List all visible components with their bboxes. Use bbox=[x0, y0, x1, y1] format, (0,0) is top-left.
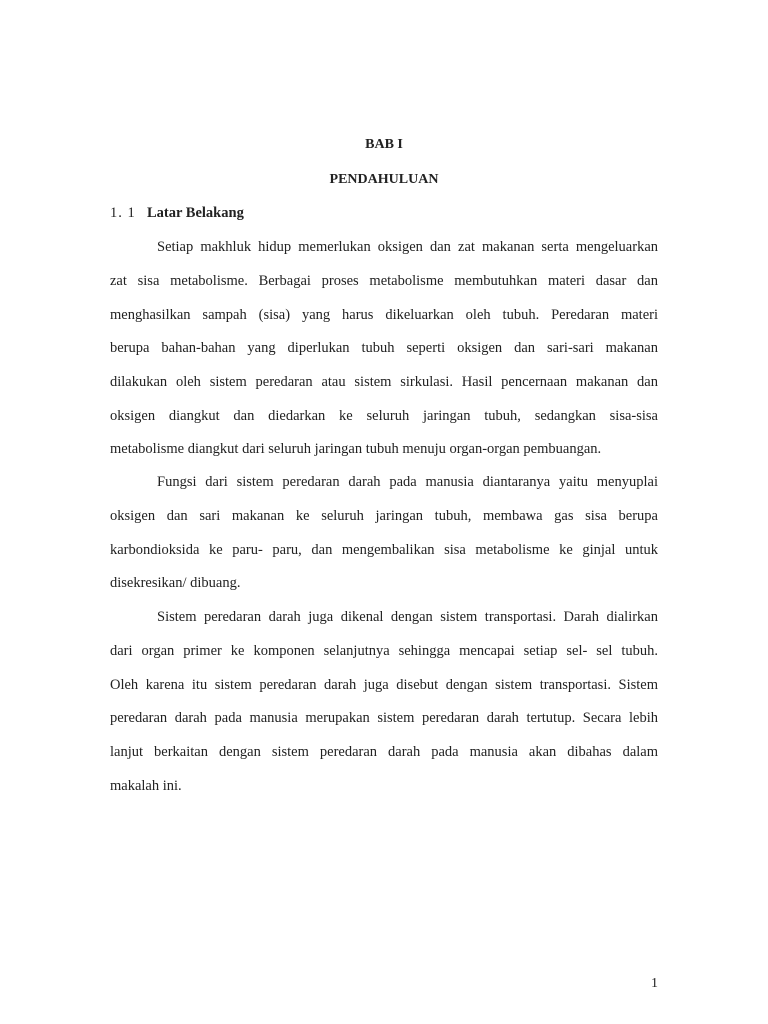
chapter-heading: BAB I bbox=[365, 137, 403, 152]
text-line: oksigen dan sari makanan ke seluruh jaringan tubuh, membawa gas sisa berupa bbox=[110, 508, 658, 524]
section-title: Latar Belakang bbox=[147, 205, 244, 221]
text-line: lanjut berkaitan dengan sistem peredaran darah pada manusia akan dibahas dalam bbox=[110, 744, 658, 760]
section-heading bbox=[110, 205, 244, 222]
text-line: metabolisme diangkut dari seluruh jaringan tubuh menuju organ-organ pembuangan. bbox=[110, 441, 602, 457]
text-line: Oleh karena itu sistem peredaran darah juga disebut dengan sistem transportasi. Sistem bbox=[110, 677, 658, 693]
text-line: karbondioksida ke paru- paru, dan mengembalikan sisa metabolisme ke ginjal untuk bbox=[110, 542, 658, 558]
page-number: 1 bbox=[651, 976, 658, 991]
text-line: Sistem peredaran darah juga dikenal dengan sistem transportasi. Darah dialirkan bbox=[157, 609, 658, 625]
text-line: dilakukan oleh sistem peredaran atau sistem sirkulasi. Hasil pencernaan makanan dan bbox=[110, 374, 658, 390]
section-number: 1. 1 bbox=[110, 205, 136, 221]
text-line: zat sisa metabolisme. Berbagai proses metabolisme membutuhkan materi dasar dan bbox=[110, 273, 658, 289]
text-line: peredaran darah pada manusia merupakan sistem peredaran darah tertutup. Secara lebih bbox=[110, 710, 658, 726]
text-line: Fungsi dari sistem peredaran darah pada manusia diantaranya yaitu menyuplai bbox=[157, 474, 658, 490]
chapter-title: PENDAHULUAN bbox=[329, 172, 439, 187]
text-line: dari organ primer ke komponen selanjutnya sehingga mencapai setiap sel- sel tubuh. bbox=[110, 643, 658, 659]
text-line: oksigen diangkut dan diedarkan ke seluruh jaringan tubuh, sedangkan sisa-sisa bbox=[110, 408, 658, 424]
text-line: menghasilkan sampah (sisa) yang harus dikeluarkan oleh tubuh. Peredaran materi bbox=[110, 307, 658, 323]
text-line: makalah ini. bbox=[110, 778, 182, 794]
text-line: disekresikan/ dibuang. bbox=[110, 575, 241, 591]
text-line: Setiap makhluk hidup memerlukan oksigen dan zat makanan serta mengeluarkan bbox=[157, 239, 658, 255]
text-line: berupa bahan-bahan yang diperlukan tubuh seperti oksigen dan sari-sari makanan bbox=[110, 340, 658, 356]
